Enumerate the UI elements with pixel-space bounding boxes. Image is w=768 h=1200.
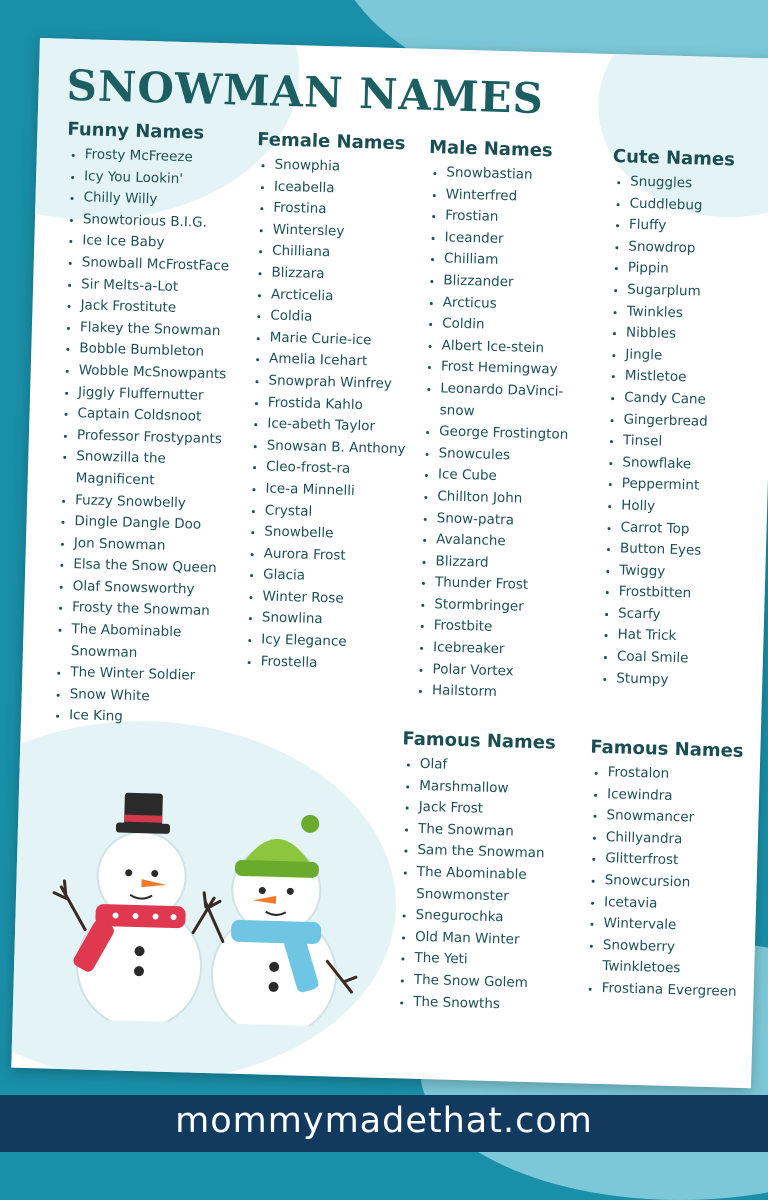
page-title: SNOWMAN NAMES xyxy=(66,60,545,124)
name-item: • Snowphia xyxy=(274,155,432,181)
name-item: • Snowsan B. Anthony xyxy=(266,435,424,461)
column-heading: Funny Names xyxy=(67,118,205,144)
name-item: • Ice-a Minnelli xyxy=(265,478,423,504)
name-item: • Snowdrop xyxy=(628,236,761,261)
name-item: • Snuggles xyxy=(630,172,763,197)
name-item: • Wintersley xyxy=(272,219,430,245)
name-item: • Wintervale xyxy=(603,913,746,939)
name-item: • Wobble McSnowpants xyxy=(78,360,246,386)
column-heading: Cute Names xyxy=(612,146,736,171)
name-item: • Frostella xyxy=(260,651,418,677)
name-item: • Sir Melts-a-Lot xyxy=(81,274,249,300)
name-item: • Ice-abeth Taylor xyxy=(267,414,425,440)
name-item: • Cleo-frost-ra xyxy=(266,457,424,483)
column-famous-names-2 xyxy=(583,737,750,1004)
name-item: • Leonardo DaVinci-snow xyxy=(439,378,592,425)
name-item: • Stumpy xyxy=(616,668,749,693)
name-item: • Amelia Icehart xyxy=(269,349,427,375)
name-item: • Snowcules xyxy=(438,443,591,469)
name-item: • Frostina xyxy=(273,198,431,224)
name-item: • Frosty McFreeze xyxy=(84,144,252,170)
name-item: • Frostbite xyxy=(433,616,586,642)
column-cute-names xyxy=(598,146,763,693)
name-item: • Blizzander xyxy=(443,270,596,296)
name-item: • Button Eyes xyxy=(620,538,753,563)
name-item: • Frost Hemingway xyxy=(441,357,594,383)
name-item: • Sugarplum xyxy=(627,279,760,304)
name-item: • Mistletoe xyxy=(624,366,757,391)
snowmen-illustration xyxy=(43,769,370,1028)
name-item: • Glacia xyxy=(263,565,421,591)
column-famous-names xyxy=(395,728,573,1017)
name-item: • Olaf Snowsworthy xyxy=(72,576,240,602)
name-item: • Icebreaker xyxy=(433,637,586,663)
name-item: • The Snow Golem xyxy=(414,970,567,996)
name-item: • Scarfy xyxy=(618,603,751,628)
snowman-right xyxy=(202,812,360,1027)
name-item: • Hat Trick xyxy=(617,625,750,650)
name-item: • Frostbitten xyxy=(618,582,751,607)
name-item: • Snegurochka xyxy=(415,905,568,931)
name-list xyxy=(583,762,750,1004)
name-item: • Hailstorm xyxy=(432,680,585,706)
name-item: • Elsa the Snow Queen xyxy=(73,554,241,580)
name-item: • Nibbles xyxy=(626,323,759,348)
name-item: • The Yeti xyxy=(414,948,567,974)
name-item: • Chilliana xyxy=(272,241,430,267)
name-item: • Icy Elegance xyxy=(261,629,419,655)
name-item: • Snowcursion xyxy=(604,870,747,896)
name-item: • Avalanche xyxy=(436,529,589,555)
name-item: • Snowlina xyxy=(262,608,420,634)
name-item: • Snowberry Twinkletoes xyxy=(602,935,745,982)
name-item: • Chillyandra xyxy=(606,827,749,853)
name-item: • The Abominable Snowmonster xyxy=(416,862,569,909)
name-item: • Jiggly Fluffernutter xyxy=(78,382,246,408)
paper-sheet xyxy=(11,38,768,1088)
snowman-left xyxy=(50,791,222,1028)
name-item: • Holly xyxy=(621,495,754,520)
name-item: • Ice Cube xyxy=(438,465,591,491)
column-funny-names xyxy=(51,119,253,732)
name-list xyxy=(414,162,599,706)
name-item: • Snowbastian xyxy=(446,162,599,188)
name-item: • Frostalon xyxy=(607,762,750,788)
name-item: • The Snowths xyxy=(413,991,566,1017)
name-item: • Old Man Winter xyxy=(415,927,568,953)
name-list xyxy=(51,144,252,732)
name-item: • Peppermint xyxy=(621,474,754,499)
name-item: • Twiggy xyxy=(619,560,752,585)
name-item: • Professor Frostypants xyxy=(77,425,245,451)
name-item: • Crystal xyxy=(265,500,423,526)
name-item: • The Winter Soldier xyxy=(70,662,238,688)
column-heading: Female Names xyxy=(256,129,406,155)
name-item: • Frosty the Snowman xyxy=(72,598,240,624)
name-item: • Tinsel xyxy=(623,431,756,456)
name-item: • Coal Smile xyxy=(617,646,750,671)
name-item: • Snowmancer xyxy=(606,805,749,831)
name-item: • Coldin xyxy=(442,314,595,340)
name-item: • Fluffy xyxy=(629,215,762,240)
name-item: • Chillton John xyxy=(437,486,590,512)
name-item: • Icy You Lookin' xyxy=(84,166,252,192)
name-item: • Sam the Snowman xyxy=(417,840,570,866)
column-heading: Famous Names xyxy=(590,736,744,762)
name-item: • Stormbringer xyxy=(434,594,587,620)
name-item: • Pippin xyxy=(627,258,760,283)
name-item: • Cuddlebug xyxy=(629,193,762,218)
name-item: • Frostiana Evergreen xyxy=(601,978,744,1004)
name-item: • Snow White xyxy=(69,684,237,710)
name-list xyxy=(395,753,572,1017)
name-item: • Albert Ice-stein xyxy=(441,335,594,361)
name-item: • Thunder Frost xyxy=(435,573,588,599)
name-item: • Chilliam xyxy=(444,249,597,275)
name-item: • George Frostington xyxy=(439,421,592,447)
name-item: • Jingle xyxy=(625,344,758,369)
name-item: • Captain Coldsnoot xyxy=(77,403,245,429)
name-item: • Flakey the Snowman xyxy=(80,317,248,343)
name-item: • Iceabella xyxy=(274,176,432,202)
name-item: • Candy Cane xyxy=(624,387,757,412)
name-item: • Polar Vortex xyxy=(432,659,585,685)
name-item: • Snow-patra xyxy=(436,508,589,534)
name-item: • Icewindra xyxy=(607,784,750,810)
name-item: • Twinkles xyxy=(626,301,759,326)
name-item: • Jon Snowman xyxy=(74,533,242,559)
name-item: • Blizzara xyxy=(271,263,429,289)
name-item: • Snowzilla the Magnificent xyxy=(75,446,243,494)
name-item: • Marie Curie-ice xyxy=(269,327,427,353)
column-heading: Male Names xyxy=(428,136,553,162)
name-list xyxy=(598,171,762,693)
name-item: • Arcticus xyxy=(442,292,595,318)
name-item: • Dingle Dangle Doo xyxy=(74,511,242,537)
name-item: • Carrot Top xyxy=(620,517,753,542)
name-item: • Jack Frost xyxy=(418,797,571,823)
name-item: • Fuzzy Snowbelly xyxy=(75,490,243,516)
name-item: • Coldia xyxy=(270,306,428,332)
footer-banner xyxy=(0,1095,768,1152)
name-item: • Ice King xyxy=(69,706,237,732)
name-item: • Snowball McFrostFace xyxy=(81,252,249,278)
name-item: • Snowflake xyxy=(622,452,755,477)
name-item: • Ice Ice Baby xyxy=(82,231,250,257)
website-link[interactable]: mommymadethat.com xyxy=(175,1101,593,1141)
name-item: • Winter Rose xyxy=(262,586,420,612)
name-item: • Glitterfrost xyxy=(605,848,748,874)
name-item: • Chilly Willy xyxy=(83,187,251,213)
name-item: • Iceander xyxy=(444,227,597,253)
name-item: • The Abominable Snowman xyxy=(71,619,239,667)
column-female-names xyxy=(242,129,432,677)
name-item: • Winterfred xyxy=(445,184,598,210)
name-item: • Arcticelia xyxy=(271,284,429,310)
name-item: • Aurora Frost xyxy=(263,543,421,569)
name-item: • Blizzard xyxy=(435,551,588,577)
name-item: • Frostida Kahlo xyxy=(268,392,426,418)
name-item: • Bobble Bumbleton xyxy=(79,339,247,365)
name-list xyxy=(242,154,431,677)
name-item: • The Snowman xyxy=(418,819,571,845)
name-item: • Marshmallow xyxy=(419,775,572,801)
column-heading: Famous Names xyxy=(402,728,557,754)
column-male-names xyxy=(414,137,600,706)
name-item: • Snowtorious B.I.G. xyxy=(83,209,251,235)
name-item: • Gingerbread xyxy=(623,409,756,434)
name-item: • Snowprah Winfrey xyxy=(268,370,426,396)
name-item: • Olaf xyxy=(420,754,573,780)
name-item: • Frostian xyxy=(445,206,598,232)
name-item: • Jack Frostitute xyxy=(80,295,248,321)
name-item: • Snowbelle xyxy=(264,522,422,548)
name-item: • Icetavia xyxy=(604,892,747,918)
